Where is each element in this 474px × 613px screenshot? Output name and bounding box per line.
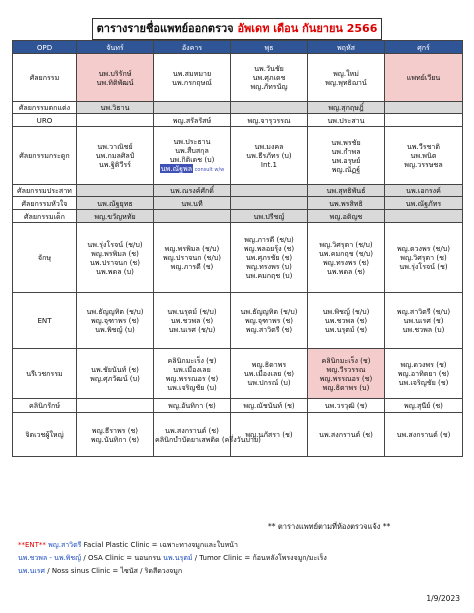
doctor-schedule-table — [12, 40, 463, 457]
doctor-name: นพ.วิธาน — [100, 103, 130, 112]
schedule-row — [13, 293, 463, 349]
legend-text: / OSA Clinic = นอนกรน — [81, 554, 164, 562]
schedule-cell-wed — [231, 399, 308, 413]
department-cell — [13, 54, 77, 102]
schedule-cell-thu — [308, 54, 385, 102]
schedule-cell-mon — [77, 293, 154, 349]
legend-blue: พญ.สาวิตรี — [48, 541, 82, 549]
department-cell — [13, 293, 77, 349]
legend-line — [18, 566, 182, 577]
doctor-name: นพ.ศุภเดช — [252, 73, 286, 82]
doctor-name: พญ.จุฑาพร (ช) — [244, 316, 294, 325]
doctor-name: พญ.สาวิตรี (ช) — [245, 325, 293, 334]
header-row — [13, 41, 463, 54]
schedule-cell-fri — [385, 102, 463, 114]
schedule-cell-wed — [231, 114, 308, 127]
schedule-cell-fri — [385, 413, 463, 457]
doctor-name: นพ.ธัญญทิต (ช/บ) — [240, 307, 298, 316]
department-cell — [13, 399, 77, 413]
header-wed: พุธ — [231, 41, 308, 54]
schedule-cell-mon — [77, 127, 154, 185]
schedule-cell-tue — [154, 54, 231, 102]
doctor-name: นพ.บริรักษ์ — [98, 68, 132, 78]
schedule-cell-mon — [77, 185, 154, 197]
department-cell — [13, 223, 77, 293]
schedule-cell-thu — [308, 349, 385, 399]
doctor-name: นพ.ชวพล (ช) — [324, 316, 368, 325]
legend-line — [18, 553, 327, 564]
doctor-name: พญ.ใหม่ — [333, 68, 359, 78]
department-label: คลินิกรักษ์ — [28, 401, 61, 410]
department-cell — [13, 349, 77, 399]
schedule-cell-fri — [385, 127, 463, 185]
doctor-name: พญ.พรพิมล (ช) — [91, 248, 139, 258]
schedule-cell-fri — [385, 54, 463, 102]
doctor-name: นพ.ประธาน — [173, 136, 211, 146]
legend-blue: นพ.ชวพล - นพ.พิชญ์ — [18, 554, 82, 562]
department-cell — [13, 102, 77, 114]
doctor-name: นพ.มงคล — [254, 142, 284, 151]
schedule-cell-thu — [308, 102, 385, 114]
doctor-name: นพ.ปราจนก (ช) — [90, 257, 140, 267]
department-cell — [13, 197, 77, 210]
schedule-cell-tue — [154, 349, 231, 399]
doctor-name: พญ.ณัฏฐ์ — [331, 164, 361, 174]
legend-line — [18, 540, 238, 551]
doctor-name: นพ.พิชญ์ (ช/บ) — [322, 307, 370, 316]
doctor-name: พญ.ศุภวัฒน์ (บ) — [90, 373, 140, 383]
doctor-name: พญ.อันทิกา (ช) — [168, 401, 216, 410]
doctor-name: พญ.นภัสรา (ช) — [245, 430, 293, 439]
doctor-name: นพ.ทิติพัฒน์ — [96, 77, 134, 87]
doctor-name: พญ.ดวงพร (ช) — [400, 360, 447, 369]
schedule-cell-thu — [308, 185, 385, 197]
doctor-name: พญ.จุฑาพร (ช) — [90, 316, 140, 325]
department-cell — [13, 413, 77, 457]
schedule-row — [13, 349, 463, 399]
consult-note: consult w/w — [193, 166, 225, 173]
department-cell — [13, 185, 77, 197]
doctor-name: พญ.ธิดาพร (บ) — [322, 382, 370, 392]
doctor-name: นพ.ฐิติวีรร์ — [99, 160, 131, 169]
header-tue: อังคาร — [154, 41, 231, 54]
doctor-name: พญ.สรัลรัสษ์ — [172, 115, 212, 125]
doctor-name: คลินิกมะเร็ง (ช) — [321, 355, 371, 365]
schedule-cell-fri — [385, 114, 463, 127]
schedule-cell-mon — [77, 413, 154, 457]
page-number: 1/9/2023 — [426, 594, 460, 603]
page-title — [92, 18, 382, 40]
schedule-cell-mon — [77, 102, 154, 114]
department-label: ศัลยกรรมกระดูก — [19, 151, 70, 160]
doctor-name: แพทย์เวียน — [406, 73, 441, 82]
schedule-cell-wed — [231, 197, 308, 210]
doctor-name: นพ.วาณิชย์ — [97, 142, 133, 151]
doctor-name: นพ.อรุษย์ — [331, 155, 361, 165]
doctor-name: นพ.นรุตม์ (ช/บ) — [167, 307, 217, 316]
schedule-cell-wed — [231, 127, 308, 185]
department-cell — [13, 127, 77, 185]
title-prefix: ตารางรายชื่อแพทย์ออกตรวจ — [96, 22, 238, 35]
doctor-name: นพ.สมหมาย — [172, 68, 212, 78]
doctor-name: พญ.ปราจนก (ช/บ) — [162, 253, 222, 262]
doctor-name: พญ.ภารดี (ช/บ) — [244, 235, 294, 244]
schedule-cell-thu — [308, 293, 385, 349]
schedule-cell-mon — [77, 223, 154, 293]
doctor-name: นพ.สุทธิพันธ์ — [326, 186, 366, 195]
doctor-name: พญ.ทรงพร (บ) — [246, 262, 292, 271]
doctor-name: นพ.เมืองเลย (ช) — [243, 369, 295, 378]
schedule-cell-tue — [154, 413, 261, 457]
schedule-cell-wed — [231, 349, 308, 399]
department-label: จักษุ — [37, 253, 52, 262]
schedule-cell-thu — [308, 413, 385, 457]
department-label: ENT — [37, 316, 52, 325]
doctor-name: นพ.กมลศิลป์ — [95, 151, 135, 160]
schedule-cell-wed — [231, 210, 308, 223]
department-label: ศัลยกรรมหัวใจ — [21, 198, 68, 208]
doctor-name: Int.1 — [260, 160, 278, 169]
schedule-cell-tue — [154, 127, 231, 185]
doctor-name: นพ.นเรศ (ช/บ) — [168, 325, 216, 334]
department-label: URO — [36, 115, 53, 125]
schedule-cell-tue — [154, 197, 231, 210]
department-label: นรีเวชกรรม — [26, 369, 63, 378]
doctor-name: พญ.อติญช — [329, 211, 363, 221]
doctor-name: นพ.สงกรานต์ (ช) — [165, 425, 219, 435]
schedule-cell-thu — [308, 399, 385, 413]
schedule-cell-fri — [385, 197, 463, 210]
schedule-cell-tue — [154, 114, 231, 127]
schedule-cell-wed — [231, 185, 308, 197]
schedule-cell-fri — [385, 210, 463, 223]
schedule-row — [13, 399, 463, 413]
doctor-name: นพ.ปรีชญ์ — [253, 211, 285, 221]
doctor-name: พญ.ธิดาพร — [251, 360, 287, 369]
doctor-name: นพ.กรกฤษณ์ — [172, 77, 212, 87]
doctor-name: นพ.ธีรภัทร (บ) — [246, 151, 292, 160]
schedule-row — [13, 210, 463, 223]
doctor-name: นพ.คมกฤช (บ) — [245, 271, 293, 280]
schedule-cell-thu — [308, 114, 385, 127]
doctor-name: นพ.สืบสกุล — [175, 145, 209, 155]
doctor-name: นพ.พิชญ์ (บ) — [95, 325, 135, 334]
doctor-name: พญ.วิศรุตา (ช) — [400, 253, 447, 262]
doctor-name: นพ.พรชัย — [331, 137, 361, 147]
schedule-row — [13, 54, 463, 102]
header-opd: OPD — [13, 41, 77, 54]
doctor-name: นพ.ชวพล (บ) — [402, 325, 445, 334]
doctor-name: นพ.รุ่งโรจน์ (ช) — [399, 262, 448, 271]
doctor-name: นพ.ณัฐภัทร — [405, 198, 442, 208]
doctor-name: พญ.ทรงพร (ช) — [322, 257, 370, 267]
doctor-name: นพ.เจริญชัย (ช) — [398, 378, 449, 387]
doctor-name: นพ.วันชัย — [254, 64, 284, 73]
department-label: ศัลยกรรม — [29, 73, 60, 82]
doctor-name: นพ.เอกรงค์ — [406, 186, 441, 195]
schedule-cell-fri — [385, 349, 463, 399]
doctor-name: พญ.ภัทรนัญ — [250, 82, 288, 91]
doctor-name: พญ.ขวัญหทัย — [94, 211, 136, 221]
doctor-name: นพ.กิติเดช (บ) — [169, 154, 215, 164]
doctor-name: นพ.นรุตม์ (ช) — [324, 325, 368, 334]
doctor-name: นพ.เจริญชัย (บ) — [167, 382, 217, 392]
doctor-name: พญ.สุกฤษฎิ์ — [328, 103, 364, 112]
title-highlight: อัพเดท เดือน กันยายน 2566 — [237, 22, 378, 35]
legend-red: **ENT** — [18, 541, 49, 549]
schedule-row — [13, 102, 463, 114]
schedule-cell-mon — [77, 399, 154, 413]
doctor-name: นพ.พรสิทธิ — [329, 198, 363, 208]
schedule-cell-fri — [385, 399, 463, 413]
doctor-name: นพ.ณัฐยุทธ — [97, 198, 133, 208]
doctor-name: พญ.อาทิตยา (ช) — [397, 369, 450, 378]
schedule-row — [13, 127, 463, 185]
extra-clinic-note: คลินิกบำบัดยาเสพติด (ครึ่งวันบ่าย) — [155, 434, 261, 444]
header-mon: จันทร์ — [77, 41, 154, 54]
doctor-name: นพ.ธัญญทิต (ช/บ) — [86, 307, 144, 316]
schedule-cell-tue — [154, 223, 231, 293]
legend-text2: / Tumor Clinic = ก้อนหลังโพรงจมูก/มะเร็ง — [192, 554, 327, 562]
schedule-cell-thu — [308, 223, 385, 293]
schedule-cell-mon — [77, 210, 154, 223]
schedule-cell-mon — [77, 114, 154, 127]
doctor-name: พญ.วีรวรรณ — [326, 364, 366, 374]
highlighted-doctor: นพ.ณัฐพล — [160, 163, 193, 173]
doctor-name: พญ.จารุวรรณ — [247, 115, 291, 125]
doctor-name: นพ.ณรงค์ศักดิ์ — [170, 186, 214, 195]
doctor-name: นพ.นเรศ (ช) — [403, 316, 444, 325]
schedule-cell-wed — [231, 54, 308, 102]
schedule-cell-thu — [308, 197, 385, 210]
schedule-cell-tue — [154, 293, 231, 349]
doctor-name: นพ.ปกรณ์ (บ) — [247, 378, 291, 387]
department-label: ศัลยกรรมประสาท — [17, 186, 72, 195]
department-cell — [13, 210, 77, 223]
doctor-name: นพ.นที — [181, 198, 203, 208]
department-cell — [13, 114, 77, 127]
doctor-name: นพ.สงกรานต์ (ช) — [396, 430, 451, 439]
schedule-cell-mon — [77, 54, 154, 102]
schedule-cell-tue — [154, 399, 231, 413]
schedule-cell-tue — [154, 210, 231, 223]
doctor-name: พญ.ภารดี (ช) — [170, 262, 214, 271]
header-thu: พฤหัส — [308, 41, 385, 54]
schedule-cell-thu — [308, 210, 385, 223]
schedule-row — [13, 197, 463, 210]
doctor-name: พญ.สาวิตรี (ช/บ) — [396, 307, 451, 316]
doctor-name: นพ.เมืองเลย — [173, 364, 211, 374]
doctor-name: พญ.พุทธิฌาน์ — [325, 77, 367, 87]
schedule-cell-thu — [308, 127, 385, 185]
doctor-name: นพ.ชวพล (ช) — [170, 316, 214, 325]
doctor-name: พญ.วิศรุตา (ช/บ) — [319, 239, 373, 249]
schedule-row — [13, 223, 463, 293]
schedule-cell-wed — [231, 293, 308, 349]
schedule-cell-tue — [154, 102, 231, 114]
legend-blue2: นพ.นรุตม์ — [163, 554, 193, 562]
doctor-name: พญ.ดวงพร (ช/บ) — [396, 244, 450, 253]
schedule-cell-fri — [385, 293, 463, 349]
doctor-name: พญ.พรพิมล (ช/บ) — [164, 244, 220, 253]
schedule-row — [13, 114, 463, 127]
doctor-name: พญ.ณัชนันท์ (ช) — [243, 401, 295, 410]
schedule-cell-wed — [231, 223, 308, 293]
doctor-name: นพ.ประสาน — [327, 115, 365, 125]
doctor-name: พญ.นันทิกา (ช) — [90, 434, 140, 444]
doctor-name: พญ.วรรษชล — [404, 160, 443, 169]
doctor-name: นพ.วรวุฒิ (ช) — [324, 401, 368, 410]
schedule-cell-fri — [385, 223, 463, 293]
department-label: ศัลยกรรมตกแต่ง — [18, 103, 71, 112]
doctor-name: นพ.สงกรานต์ (ช) — [319, 430, 373, 439]
legend-blue: นพ.นเรศ — [18, 567, 46, 575]
doctor-name: นพ.คมกฤช (ช/บ) — [318, 248, 374, 258]
doctor-name: พญ.สุนีย์ (ช) — [404, 401, 443, 410]
doctor-name: นพ.กำพล — [331, 146, 361, 156]
legend-text: / Noss sinus Clinic = ไซนัส / ริดสีดวงจมูก — [45, 567, 183, 575]
doctor-name: พญ.พรรณอร (ช) — [319, 373, 373, 383]
doctor-name: พญ.พลอยรุ้ง (ช) — [243, 244, 295, 253]
footer-note: ** ตารางแพทย์ตามที่ห้องตรวจแจ้ง ** — [268, 522, 391, 531]
schedule-cell-fri — [385, 185, 463, 197]
department-label: ศัลยกรรมเด็ก — [24, 211, 65, 221]
schedule-row — [13, 185, 463, 197]
doctor-name: คลินิกมะเร็ง (ช) — [167, 355, 217, 365]
legend-text: Facial Plastic Clinic = เฉพาะทางจมูกและใบหน้า — [81, 541, 238, 549]
schedule-row — [13, 413, 463, 457]
schedule-cell-mon — [77, 197, 154, 210]
doctor-name: นพ.ศุภรชัย (ช) — [245, 253, 293, 262]
doctor-name: นพ.พดล (ช) — [326, 266, 365, 276]
header-fri: ศุกร์ — [385, 41, 463, 54]
department-label: จิตเวชผู้ใหญ่ — [25, 430, 64, 439]
doctor-name: นพ.พดล (บ) — [96, 266, 134, 276]
doctor-name: พญ.พรรณอร (ช) — [165, 373, 219, 383]
doctor-name: นพ.พนิต — [410, 151, 437, 160]
doctor-name: นพ.ชัยนันท์ (ช) — [91, 364, 139, 374]
doctor-name: นพ.วีรชาติ — [407, 142, 440, 151]
doctor-name-highlighted — [155, 164, 229, 175]
schedule-cell-wed — [231, 102, 308, 114]
schedule-cell-tue — [154, 185, 231, 197]
doctor-name: นพ.รุ่งโรจน์ (ช/บ) — [87, 239, 143, 249]
schedule-cell-mon — [77, 349, 154, 399]
doctor-name: พญ.ธีราพร (ช) — [91, 425, 139, 435]
